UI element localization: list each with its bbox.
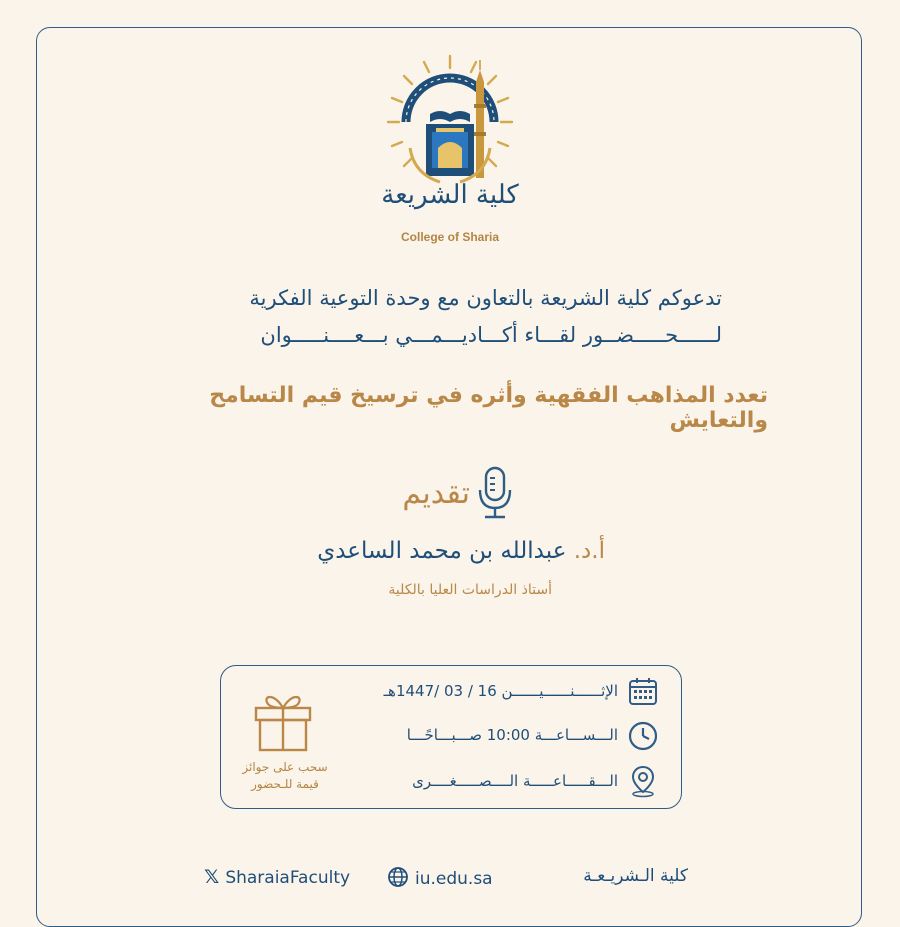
presenter-full-name: عبدالله بن محمد الساعدي [317,538,567,564]
microphone-icon [476,466,514,520]
twitter-handle-text: SharaiaFaculty [225,868,351,888]
location-pin-icon [629,764,657,798]
footer-college-name: كلية الـشريـعـة [583,866,688,886]
presentation-label: تقديم [402,476,470,511]
event-time: الـــســـاعـــة 10:00 صـــبـــاحًـــا [406,726,618,744]
event-location: الـــقـــــاعـــــة الــــصـــــغــــرى [412,772,618,790]
twitter-handle[interactable] [204,866,350,888]
gift-caption [215,759,355,793]
gift-caption-line-1: سحب على جوائز [242,760,328,774]
website-link[interactable] [387,866,493,889]
gift-caption-line-2: قيمة للـحضور [251,777,319,791]
college-name-english: College of Sharia [400,230,500,244]
website-text: iu.edu.sa [415,869,493,889]
college-name-calligraphy: كلية الشريعة [381,180,519,210]
calendar-icon [628,676,658,706]
globe-icon [387,866,409,888]
invitation-line-1: تدعوكم كلية الشريعة بالتعاون مع وحدة التوعية الفكرية [249,286,722,310]
presenter-title-prefix: أ.د. [573,538,605,564]
x-logo-icon: 𝕏 [204,866,220,888]
clock-icon [627,720,659,752]
event-date: الإثــــــنــــــيــــــن 16 / 03 /1447هـ [383,682,618,700]
presenter-name [185,538,605,564]
presenter-role: أستاذ الدراسات العليا بالكلية [388,582,552,598]
gift-icon [250,688,316,754]
lecture-title: تعدد المذاهب الفقهية وأثره في ترسيخ قيم التسامح والتعايش [209,383,768,433]
invitation-line-2: لــــــحـــــضــور لقـــاء أكـــاديـــمـــي بـــعــــنـــــوان [260,323,722,347]
college-logo-emblem [380,48,520,248]
